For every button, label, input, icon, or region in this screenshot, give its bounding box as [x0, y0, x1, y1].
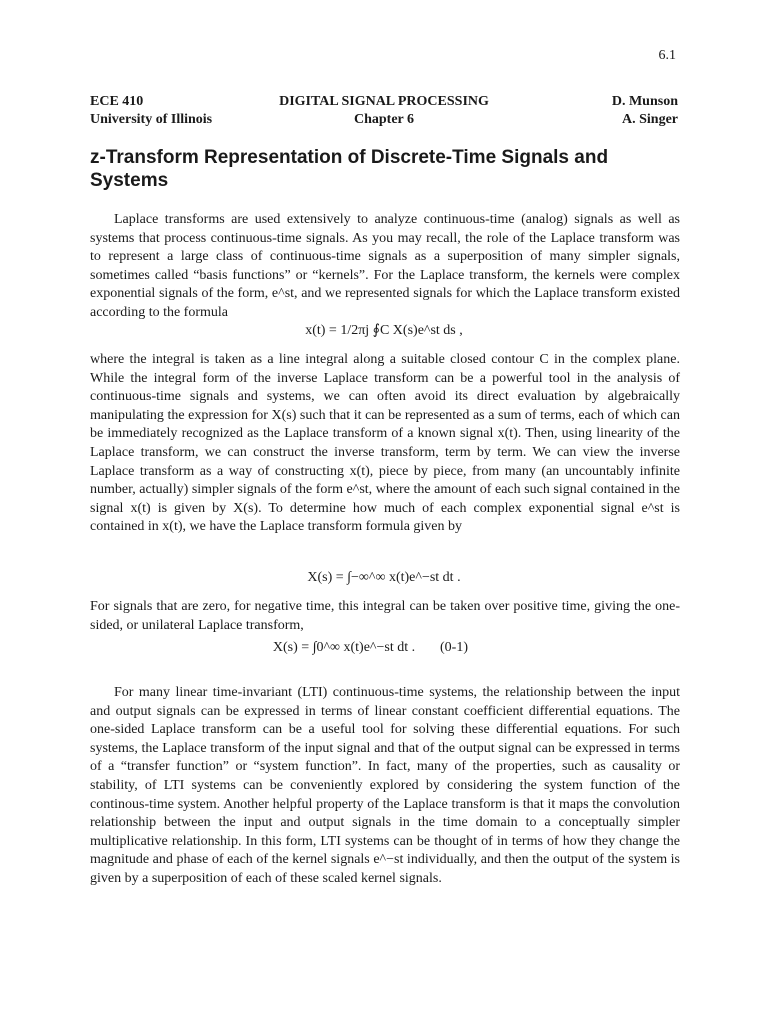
document-title: z-Transform Representation of Discrete-Time Signals and Systems: [90, 147, 609, 191]
paragraph-2: [90, 351, 680, 537]
paragraph-4: [90, 684, 680, 889]
equation-inverse-laplace: x(t) = 1/2πj ∮C X(s)e^st ds ,: [305, 323, 463, 338]
equation-unilateral-laplace: X(s) = ∫0^∞ x(t)e^−st dt .: [272, 640, 416, 655]
author-1: D. Munson: [611, 94, 678, 109]
page-number: 6.1: [658, 48, 676, 63]
paragraph-3-text: For signals that are zero, for negative time, this integral can be taken over positive time, giving the one-sided, or unilateral Laplace transform,: [90, 599, 680, 633]
chapter: Chapter 6: [353, 112, 415, 127]
university: University of Illinois: [90, 112, 213, 127]
paragraph-3: [90, 598, 680, 635]
paragraph-1: [90, 211, 680, 323]
author-2: A. Singer: [622, 112, 678, 127]
paragraph-4-text: For many linear time-invariant (LTI) continuous-time systems, the relationship between the input and output signals can be expressed in terms of linear constant coefficient differential equations. The one-sided Laplace transform can be a useful tool for solving these differential equations. For such systems, the Laplace transform of the input signal and that of the output signal can be expressed in terms of a “transfer function” or “system function”. In fact, many of the properties, such as causality or stability, of LTI systems can be conveniently explored by considering the system function of the continous-time system. Another helpful property of the Laplace transform is that it maps the convolution relationship between the input and output signals in the time domain to a conceptually simpler multiplicative relationship. In this form, LTI systems can be thought of in terms of how they change the magnitude and phase of each of the kernel signals e^−st individually, and then the output of the system is given by a superposition of each of these scaled kernel signals.: [90, 685, 680, 886]
subject: DIGITAL SIGNAL PROCESSING: [279, 94, 489, 109]
course-code: ECE 410: [90, 94, 144, 109]
equation-number: (0-1): [440, 640, 468, 655]
equation-laplace: X(s) = ∫−∞^∞ x(t)e^−st dt .: [307, 570, 461, 585]
paragraph-1-text: Laplace transforms are used extensively to analyze continuous-time (analog) signals as well as systems that process continuous-time signals. As you may recall, the role of the Laplace transform was to represent a large class of continuous-time signals as a superposition of many simpler signals, sometimes called “basis functions” or “kernels”. For the Laplace transform, the kernels were complex exponential signals of the form, e^st, and we represented signals for which the Laplace transform existed according to the formula: [90, 212, 680, 320]
paragraph-2-text: where the integral is taken as a line integral along a suitable closed contour C in the complex plane. While the integral form of the inverse Laplace transform can be a powerful tool in the analysis of continuous-time signals and systems, we can often avoid its direct evaluation by algebraically manipulating the expression for X(s) such that it can be represented as a sum of terms, each of which can be immediately recognized as the Laplace transform of a known signal x(t). Then, using linearity of the Laplace transform, we can construct the inverse transform, term by term. We can view the inverse Laplace transform as a way of constructing x(t), piece by piece, from many (an uncountably infinite number, actually) simpler signals of the form e^st, where the amount of each such signal contained in the signal x(t) is given by X(s). To determine how much of each complex exponential signal e^st is contained in x(t), we have the Laplace transform formula given by: [90, 352, 680, 535]
